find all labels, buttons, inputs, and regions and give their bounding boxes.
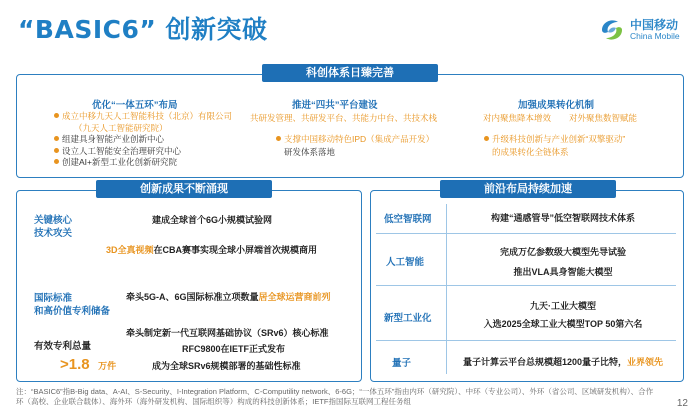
logo-text-en: China Mobile bbox=[630, 31, 680, 41]
patent-total bbox=[60, 356, 116, 374]
column-heading-layout: 优化“一体五环”布局 bbox=[92, 100, 178, 111]
industry-line-2: 入选2025全球工业大模型TOP 50第六名 bbox=[483, 319, 643, 329]
logo-text-cn: 中国移动 bbox=[630, 18, 679, 32]
frontier-label-low-altitude: 低空智联网 bbox=[384, 214, 432, 225]
bullet-icon bbox=[54, 148, 59, 153]
patent-unit: 万件 bbox=[98, 361, 117, 371]
group-label-core-tech: 关键核心 技术攻关 bbox=[34, 215, 73, 239]
list-item: 设立人工智能安全治理研究中心 bbox=[54, 146, 232, 158]
layout-items-list bbox=[54, 111, 232, 169]
core-tech-line-1: 建成全球首个6G小规模试验网 bbox=[152, 215, 273, 225]
group-label-standards: 国际标准 和高价值专利储备 bbox=[34, 293, 111, 317]
bullet-icon bbox=[484, 136, 489, 141]
platform-line-3: 研发体系落地 bbox=[284, 147, 336, 157]
patent-label: 有效专利总量 bbox=[34, 341, 92, 352]
list-item: （九天人工智能研究院） bbox=[74, 122, 168, 133]
china-mobile-logo bbox=[598, 14, 686, 46]
standards-line-3: RFC9800在IETF正式发布 bbox=[182, 344, 286, 354]
china-mobile-logo-icon bbox=[598, 16, 626, 44]
transfer-line-2: 升级科技创新与产业创新“双擎驱动” bbox=[484, 134, 625, 146]
frontier-banner: 前沿布局持续加速 bbox=[440, 180, 616, 198]
standards-line-2: 牵头制定新一代互联网基础协议（SRv6）核心标准 bbox=[126, 328, 329, 338]
ai-line-1: 完成万亿参数级大模型先导试验 bbox=[499, 247, 626, 257]
transfer-line-1b: 对外聚焦数智赋能 bbox=[569, 113, 638, 123]
quantum-line: 量子计算云平台总规模超1200量子比特，业界领先 bbox=[462, 357, 664, 367]
frontier-label-industrialization: 新型工业化 bbox=[384, 313, 432, 324]
platform-line-2: 支撑中国移动特色IPD（集成产品开发） bbox=[276, 134, 434, 146]
list-item: 创建AI+新型工业化创新研究院 bbox=[54, 157, 232, 169]
bullet-icon bbox=[54, 113, 59, 118]
low-altitude-line: 构建“通感管导”低空智联网技术体系 bbox=[490, 213, 635, 223]
science-system-banner: 科创体系日臻完善 bbox=[262, 64, 438, 82]
column-heading-platform: 推进“四共”平台建设 bbox=[292, 100, 378, 111]
bullet-icon bbox=[276, 136, 281, 141]
frontier-divider bbox=[376, 233, 676, 234]
platform-line-1: 共研发管理、共研发平台、共能力中台、共技术栈 bbox=[250, 113, 438, 123]
page-number: 12 bbox=[676, 398, 688, 409]
frontier-label-quantum: 量子 bbox=[392, 358, 412, 369]
industry-line-1: 九天·工业大模型 bbox=[530, 301, 596, 311]
frontier-label-ai: 人工智能 bbox=[386, 257, 425, 268]
transfer-line-1a: 对内聚焦降本增效 bbox=[483, 113, 552, 123]
bullet-icon bbox=[54, 136, 59, 141]
standards-line-1: 牵头5G-A、6G国际标准立项数量居全球运营商前列 bbox=[126, 292, 331, 302]
list-item: 组建具身智能产业创新中心 bbox=[54, 134, 232, 146]
frontier-divider bbox=[376, 285, 676, 286]
frontier-divider-vertical bbox=[446, 204, 447, 374]
innovation-results-banner: 创新成果不断涌现 bbox=[96, 180, 272, 198]
footnote: 注：“BASIC6”指B-Big data、A-AI、S-Security、I-Integration Platform、C-Computility network、6-6G；“一体五环”指由内环（研究院）、中环（专业公司）、外环（省公司、区域研发机构）、合作环（高校、企业联合载体）、海外环（海外研发机构、国际组织等）构成的科技创新体系；IETF指国际互联网工程任务组 bbox=[16, 387, 654, 406]
frontier-divider bbox=[376, 340, 676, 341]
column-heading-transfer: 加强成果转化机制 bbox=[518, 100, 595, 111]
transfer-line-3: 的成果转化全链体系 bbox=[492, 147, 569, 157]
ai-line-2: 推出VLA具身智能大模型 bbox=[513, 267, 613, 277]
page-title: “BASIC6” 创新突破 bbox=[18, 15, 268, 44]
patent-value: >1.8 bbox=[60, 356, 90, 373]
standards-line-4: 成为全球SRv6规模部署的基础性标准 bbox=[152, 361, 301, 371]
list-item: 成立中移九天人工智能科技（北京）有限公司 bbox=[54, 111, 232, 123]
bullet-icon bbox=[54, 159, 59, 164]
core-tech-line-2: 3D全真视频在CBA赛事实现全球小屏端首次规模商用 bbox=[106, 245, 318, 255]
